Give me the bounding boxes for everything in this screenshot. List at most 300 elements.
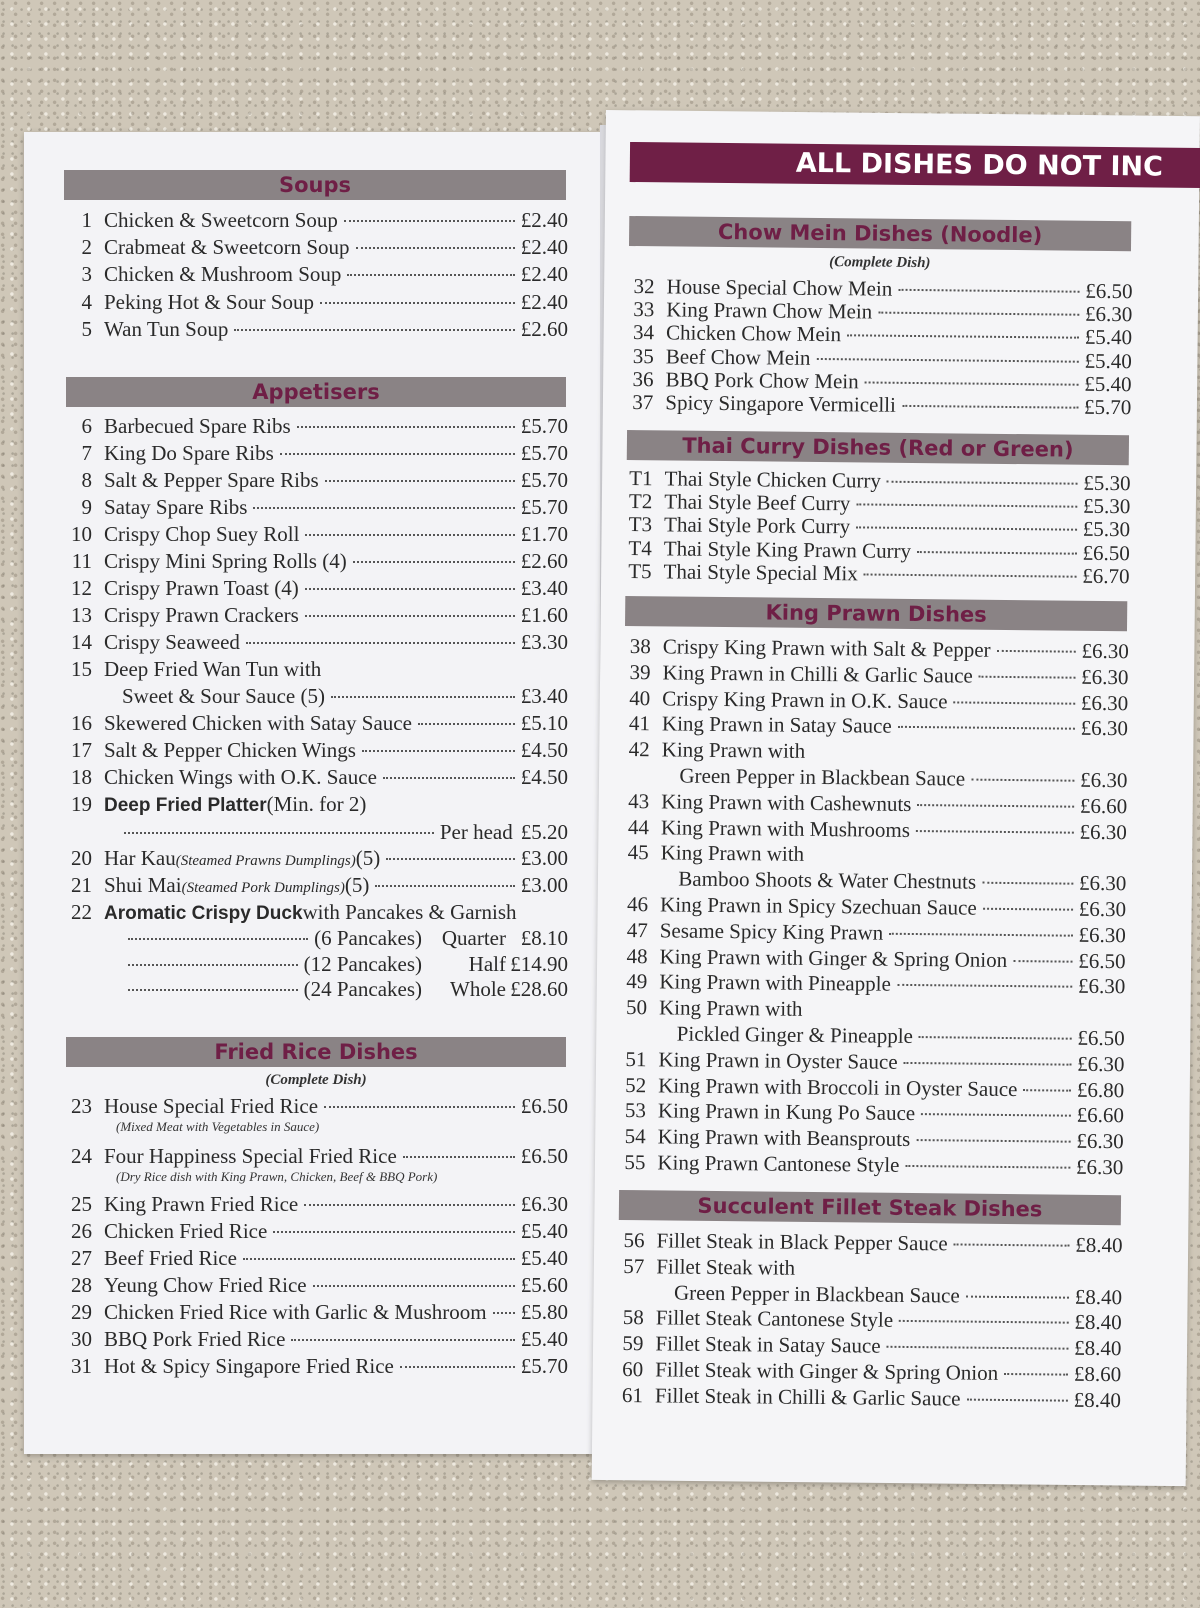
item-price: £3.00 — [521, 846, 568, 871]
item-price: £6.80 — [1077, 1077, 1125, 1102]
menu-item — [50, 1354, 568, 1379]
dot-leader — [898, 289, 1079, 293]
item-name: Salt & Pepper Spare Ribs — [104, 468, 319, 493]
item-number: 57 — [602, 1254, 644, 1279]
item-price: £3.40 — [521, 576, 568, 601]
item-number: 13 — [50, 603, 92, 628]
item-name: Wan Tun Soup — [104, 317, 228, 342]
dot-leader — [816, 358, 1078, 363]
dot-leader — [967, 1398, 1068, 1401]
dot-leader — [356, 247, 515, 249]
item-price: £2.40 — [521, 235, 568, 260]
item-name: Chicken & Sweetcorn Soup — [104, 208, 338, 233]
dot-leader — [291, 1339, 514, 1341]
item-description: (Steamed Prawns Dumplings) — [176, 853, 356, 870]
item-price: £8.40 — [1074, 1388, 1122, 1413]
dot-leader — [128, 938, 308, 940]
item-name: Thai Style Pork Curry — [664, 513, 850, 540]
menu-item-duck — [50, 900, 568, 925]
menu-item — [50, 262, 568, 287]
item-price: £6.50 — [1078, 948, 1126, 973]
item-number: 2 — [50, 235, 92, 260]
dot-leader — [246, 642, 515, 644]
dot-leader — [304, 1204, 515, 1206]
item-name: Aromatic Crispy Duck — [104, 903, 303, 925]
section-header-king-prawn: King Prawn Dishes — [625, 596, 1127, 631]
item-price: £5.70 — [521, 495, 568, 520]
item-price: £6.30 — [1081, 639, 1129, 664]
item-name: Crispy King Prawn with Salt & Pepper — [663, 634, 991, 662]
item-number: 60 — [601, 1357, 643, 1382]
item-note: (Dry Rice dish with King Prawn, Chicken, Beef & BBQ Pork) — [116, 1169, 437, 1185]
item-number: 58 — [602, 1305, 644, 1330]
item-number: 27 — [50, 1246, 92, 1271]
item-name: Pickled Ginger & Pineapple — [677, 1022, 913, 1049]
menu-item — [50, 630, 568, 655]
dot-leader — [305, 588, 515, 590]
item-price: £8.10 — [506, 926, 568, 951]
dot-leader — [1013, 960, 1072, 963]
item-price: £8.40 — [1075, 1284, 1123, 1309]
dot-leader — [400, 1366, 515, 1368]
item-name: Crispy Prawn Crackers — [104, 603, 299, 628]
item-number: 29 — [50, 1300, 92, 1325]
item-price: £5.70 — [521, 1354, 568, 1379]
dot-leader — [997, 650, 1076, 653]
dot-leader — [403, 1156, 515, 1158]
menu-item — [50, 576, 568, 601]
dot-leader — [864, 573, 1077, 577]
dot-leader — [856, 504, 1077, 508]
item-price: £5.20 — [521, 820, 568, 845]
item-name: Satay Spare Ribs — [104, 495, 247, 520]
menu-item — [601, 1383, 1121, 1413]
item-number: 47 — [606, 918, 648, 943]
item-number: 54 — [604, 1124, 646, 1149]
item-name: Har Kau — [104, 846, 176, 871]
dot-leader — [897, 984, 1072, 988]
dot-leader — [982, 882, 1073, 885]
menu-item — [50, 414, 568, 439]
item-price: £5.40 — [1084, 372, 1132, 397]
item-price: £6.50 — [521, 1094, 568, 1119]
item-number: 32 — [612, 274, 654, 299]
item-price: £6.30 — [1080, 768, 1128, 793]
item-number: 36 — [611, 367, 653, 392]
item-note: (Mixed Meat with Vegetables in Sauce) — [116, 1119, 319, 1135]
dot-leader — [917, 551, 1076, 555]
pancake-count: (6 Pancakes) — [314, 926, 422, 951]
item-name: King Prawn with — [662, 738, 806, 765]
dot-leader — [878, 312, 1079, 316]
item-name: House Special Chow Mein — [666, 274, 892, 301]
duck-option — [50, 977, 568, 1002]
item-price: £5.10 — [521, 711, 568, 736]
menu-item — [611, 390, 1131, 420]
item-name: Deep Fried Platter — [104, 795, 267, 817]
item-name: Chicken Fried Rice with Garlic & Mushroom — [104, 1300, 487, 1325]
item-number: 18 — [50, 765, 92, 790]
menu-item-platter-price — [50, 820, 568, 845]
dot-leader — [128, 964, 298, 966]
dot-leader — [243, 1258, 515, 1260]
dot-leader — [353, 561, 515, 563]
pancake-count: (12 Pancakes) — [304, 952, 422, 977]
item-number: 4 — [50, 290, 92, 315]
item-price: £6.30 — [1077, 1052, 1125, 1077]
item-number: 33 — [612, 297, 654, 322]
item-number: T3 — [610, 512, 652, 537]
item-number: 35 — [612, 343, 654, 368]
dot-leader — [971, 779, 1074, 782]
item-price: £6.50 — [1082, 540, 1130, 565]
item-number: 20 — [50, 846, 92, 871]
item-name: House Special Fried Rice — [104, 1094, 318, 1119]
item-number: 56 — [602, 1228, 644, 1253]
dot-leader — [905, 1165, 1070, 1169]
item-price: £8.60 — [1074, 1362, 1122, 1387]
item-price: £6.50 — [1085, 279, 1133, 304]
dot-leader — [305, 534, 514, 536]
item-name: Shui Mai — [104, 873, 182, 898]
menu-item — [50, 1192, 568, 1217]
item-name: Fillet Steak with Ginger & Spring Onion — [655, 1357, 998, 1386]
section-header-thai-curry: Thai Curry Dishes (Red or Green) — [627, 430, 1129, 465]
item-name: Salt & Pepper Chicken Wings — [104, 738, 356, 763]
menu-item — [50, 684, 568, 709]
item-number: 12 — [50, 576, 92, 601]
item-name: Crispy Mini Spring Rolls (4) — [104, 549, 347, 574]
item-price: £6.50 — [1077, 1026, 1125, 1051]
dot-leader — [904, 1062, 1072, 1066]
item-price: £2.40 — [521, 208, 568, 233]
item-name: Hot & Spicy Singapore Fried Rice — [104, 1354, 394, 1379]
item-name: King Prawn with Ginger & Spring Onion — [659, 944, 1007, 973]
item-name: Fillet Steak with — [656, 1254, 795, 1280]
item-name: King Prawn with — [661, 841, 805, 868]
item-name: Beef Chow Mein — [666, 344, 811, 371]
item-number: 48 — [605, 943, 647, 968]
item-number: 59 — [601, 1331, 643, 1356]
item-price: £2.40 — [521, 290, 568, 315]
dot-leader — [847, 335, 1079, 339]
dot-leader — [856, 527, 1077, 531]
item-name: Bamboo Shoots & Water Chestnuts — [678, 867, 976, 895]
item-number: 42 — [608, 737, 650, 762]
item-number: 44 — [607, 814, 649, 839]
dot-leader — [313, 1285, 515, 1287]
item-name: Crispy Prawn Toast (4) — [104, 576, 299, 601]
menu-item — [609, 559, 1129, 589]
menu-item — [50, 657, 568, 682]
item-number: 34 — [612, 320, 654, 345]
item-number: T2 — [610, 489, 652, 514]
item-name: Fillet Steak Cantonese Style — [656, 1306, 894, 1333]
dot-leader — [898, 726, 1075, 730]
item-price: £6.30 — [1081, 716, 1129, 741]
dot-leader — [916, 830, 1074, 834]
dot-leader — [325, 480, 515, 482]
item-number: 52 — [604, 1072, 646, 1097]
item-price: £5.70 — [521, 468, 568, 493]
per-head-label: Per head — [440, 820, 513, 845]
item-number: 45 — [607, 840, 649, 865]
dot-leader — [347, 274, 514, 276]
item-price: £6.50 — [521, 1144, 568, 1169]
item-price: £5.30 — [1083, 471, 1131, 496]
item-number: 50 — [605, 995, 647, 1020]
item-qty: (5) — [356, 846, 381, 871]
item-name: Fillet Steak in Satay Sauce — [655, 1332, 880, 1359]
portion-size: Quarter — [422, 926, 506, 951]
dot-leader — [953, 701, 1075, 704]
item-number: 15 — [50, 657, 92, 682]
item-name: Fillet Steak in Black Pepper Sauce — [656, 1228, 947, 1256]
item-name: Sweet & Sour Sauce (5) — [122, 684, 325, 709]
item-number: 11 — [50, 549, 92, 574]
item-number: 7 — [50, 441, 92, 466]
menu-item — [50, 441, 568, 466]
item-name: BBQ Pork Chow Mein — [665, 367, 858, 394]
item-price: £8.40 — [1074, 1310, 1122, 1335]
item-number: T5 — [609, 559, 651, 584]
item-number: 17 — [50, 738, 92, 763]
item-price: £5.40 — [521, 1327, 568, 1352]
item-number: 38 — [609, 634, 651, 659]
item-name: Green Pepper in Blackbean Sauce — [674, 1280, 960, 1308]
menu-item — [50, 1144, 568, 1169]
item-number: 1 — [50, 208, 92, 233]
item-name: King Prawn Fried Rice — [104, 1192, 298, 1217]
item-price: £6.30 — [1076, 1129, 1124, 1154]
dot-leader — [889, 933, 1072, 937]
dot-leader — [921, 1113, 1071, 1117]
dot-leader — [362, 750, 515, 752]
dot-leader — [887, 1346, 1069, 1350]
dot-leader — [887, 481, 1077, 485]
item-number: 24 — [50, 1144, 92, 1169]
item-name: Crispy Chop Suey Roll — [104, 522, 299, 547]
dot-leader — [383, 777, 515, 779]
item-price: £2.60 — [521, 317, 568, 342]
item-price: £1.70 — [521, 522, 568, 547]
menu-item — [50, 495, 568, 520]
item-name: Beef Fried Rice — [104, 1246, 237, 1271]
dot-leader — [344, 220, 515, 222]
item-name: King Prawn with Cashewnuts — [661, 789, 911, 817]
dot-leader — [128, 989, 298, 991]
item-name: King Prawn in Satay Sauce — [662, 712, 892, 739]
item-name: King Prawn in Kung Po Sauce — [658, 1099, 915, 1127]
item-price: £6.30 — [1081, 665, 1129, 690]
pancake-count: (24 Pancakes) — [304, 977, 422, 1002]
item-number: 23 — [50, 1094, 92, 1119]
item-name: Chicken & Mushroom Soup — [104, 262, 341, 287]
item-price: £4.50 — [521, 765, 568, 790]
menu-item — [50, 1273, 568, 1298]
item-price: £5.30 — [1083, 517, 1131, 542]
item-name: King Prawn Chow Mein — [666, 298, 872, 325]
menu-item — [50, 235, 568, 260]
section-header-fried-rice: Fried Rice Dishes — [66, 1037, 566, 1067]
item-name: King Prawn with Broccoli in Oyster Sauce — [658, 1073, 1018, 1102]
menu-item — [50, 711, 568, 736]
item-name: Thai Style Chicken Curry — [664, 466, 881, 493]
item-number: 51 — [604, 1047, 646, 1072]
dot-leader — [919, 1036, 1072, 1040]
item-number: 49 — [605, 969, 647, 994]
item-name: King Prawn in Chilli & Garlic Sauce — [662, 660, 973, 688]
item-price: £3.00 — [521, 873, 568, 898]
item-number: 21 — [50, 873, 92, 898]
menu-item — [50, 317, 568, 342]
menu-item — [50, 603, 568, 628]
item-price: £5.60 — [521, 1273, 568, 1298]
item-name-suffix: (Min. for 2) — [267, 792, 367, 817]
item-price: £5.40 — [521, 1219, 568, 1244]
item-price: £5.30 — [1083, 494, 1131, 519]
item-number: 9 — [50, 495, 92, 520]
item-name: Skewered Chicken with Satay Sauce — [104, 711, 412, 736]
subheading-complete-dish: (Complete Dish) — [629, 252, 1131, 274]
item-price: £5.70 — [521, 441, 568, 466]
item-name: BBQ Pork Fried Rice — [104, 1327, 285, 1352]
item-price: £6.30 — [1078, 974, 1126, 999]
item-price: £6.30 — [1080, 819, 1128, 844]
item-number: 40 — [608, 685, 650, 710]
item-name: Crispy King Prawn in O.K. Sauce — [662, 686, 947, 714]
dot-leader — [386, 858, 515, 860]
dot-leader — [954, 1243, 1070, 1246]
menu-item — [50, 765, 568, 790]
dot-leader — [234, 329, 514, 331]
dot-leader — [273, 1231, 514, 1233]
item-name: King Prawn with Beansprouts — [658, 1125, 911, 1153]
section-header-soups: Soups — [64, 170, 566, 200]
dot-leader — [966, 1295, 1069, 1298]
menu-item — [50, 1327, 568, 1352]
duck-option — [50, 952, 568, 977]
item-name: Spicy Singapore Vermicelli — [665, 390, 896, 417]
item-name: King Prawn with Mushrooms — [661, 815, 910, 843]
item-number: 53 — [604, 1098, 646, 1123]
item-price: £5.70 — [1084, 395, 1132, 420]
section-header-appetisers: Appetisers — [66, 377, 566, 407]
item-name: Thai Style Special Mix — [663, 559, 857, 586]
menu-item-platter — [50, 792, 568, 817]
dot-leader — [917, 804, 1074, 808]
portion-size: Whole — [422, 977, 506, 1002]
item-price: £6.30 — [1076, 1155, 1124, 1180]
item-price: £14.90 — [506, 952, 568, 977]
item-name: Chicken Wings with O.K. Sauce — [104, 765, 377, 790]
dot-leader — [493, 1312, 515, 1314]
item-price: £5.40 — [1085, 325, 1133, 350]
item-price: £1.60 — [521, 603, 568, 628]
dot-leader — [305, 615, 515, 617]
item-number: 55 — [603, 1150, 645, 1175]
dot-leader — [1023, 1089, 1070, 1091]
item-number: 22 — [50, 900, 92, 925]
section-header-fillet-steak: Succulent Fillet Steak Dishes — [619, 1190, 1121, 1225]
item-number: T4 — [610, 535, 652, 560]
menu-item — [50, 468, 568, 493]
item-price: £5.80 — [521, 1300, 568, 1325]
item-name: Chicken Fried Rice — [104, 1219, 267, 1244]
item-price: £5.40 — [521, 1246, 568, 1271]
item-name: King Prawn with — [659, 996, 803, 1023]
top-banner: ALL DISHES DO NOT INC — [630, 142, 1200, 190]
dot-leader — [1004, 1373, 1068, 1376]
dot-leader — [297, 426, 515, 428]
item-price: £6.30 — [1081, 690, 1129, 715]
item-price: £28.60 — [506, 977, 568, 1002]
dot-leader — [253, 507, 514, 509]
item-name: Green Pepper in Blackbean Sauce — [679, 764, 965, 792]
item-number: 61 — [601, 1383, 643, 1408]
item-number: 16 — [50, 711, 92, 736]
section-header-chow-mein: Chow Mein Dishes (Noodle) — [629, 216, 1131, 251]
item-name: Deep Fried Wan Tun with — [104, 657, 321, 682]
dot-leader — [902, 405, 1078, 409]
item-name: Thai Style Beef Curry — [664, 490, 850, 517]
menu-item — [50, 290, 568, 315]
item-number: 37 — [611, 390, 653, 415]
item-price: £8.40 — [1074, 1336, 1122, 1361]
item-name: Chicken Chow Mein — [666, 321, 841, 348]
menu-item — [50, 1246, 568, 1271]
item-number: 19 — [50, 792, 92, 817]
dot-leader — [124, 832, 434, 834]
item-price: £6.70 — [1082, 564, 1130, 589]
menu-item — [50, 208, 568, 233]
dot-leader — [979, 675, 1075, 678]
item-price: £6.30 — [1079, 897, 1127, 922]
item-name: Crispy Seaweed — [104, 630, 240, 655]
dot-leader — [418, 723, 515, 725]
item-number: T1 — [610, 466, 652, 491]
item-price: £6.30 — [1079, 871, 1127, 896]
item-name: King Do Spare Ribs — [104, 441, 274, 466]
item-number: 25 — [50, 1192, 92, 1217]
item-number: 46 — [606, 892, 648, 917]
item-name: Four Happiness Special Fried Rice — [104, 1144, 397, 1169]
menu-item — [50, 1094, 568, 1119]
item-name: King Prawn with Pineapple — [659, 970, 891, 997]
item-number: 8 — [50, 468, 92, 493]
item-number: 28 — [50, 1273, 92, 1298]
item-name: Fillet Steak in Chilli & Garlic Sauce — [655, 1383, 961, 1411]
item-number: 10 — [50, 522, 92, 547]
item-price: £6.30 — [1078, 923, 1126, 948]
dot-leader — [324, 1106, 515, 1108]
item-price: £5.40 — [1084, 348, 1132, 373]
menu-item — [50, 522, 568, 547]
item-price: £2.40 — [521, 262, 568, 287]
item-price: £6.30 — [521, 1192, 568, 1217]
dot-leader — [320, 302, 515, 304]
item-name-suffix: with Pancakes & Garnish — [303, 900, 517, 925]
portion-size: Half — [422, 952, 506, 977]
item-name: King Prawn in Oyster Sauce — [658, 1047, 897, 1075]
dot-leader — [916, 1139, 1070, 1143]
item-price: £4.50 — [521, 738, 568, 763]
item-number: 43 — [607, 789, 649, 814]
item-number: 41 — [608, 711, 650, 736]
menu-item-shui-mai — [50, 873, 568, 898]
item-number: 26 — [50, 1219, 92, 1244]
item-name: King Prawn in Spicy Szechuan Sauce — [660, 892, 977, 920]
